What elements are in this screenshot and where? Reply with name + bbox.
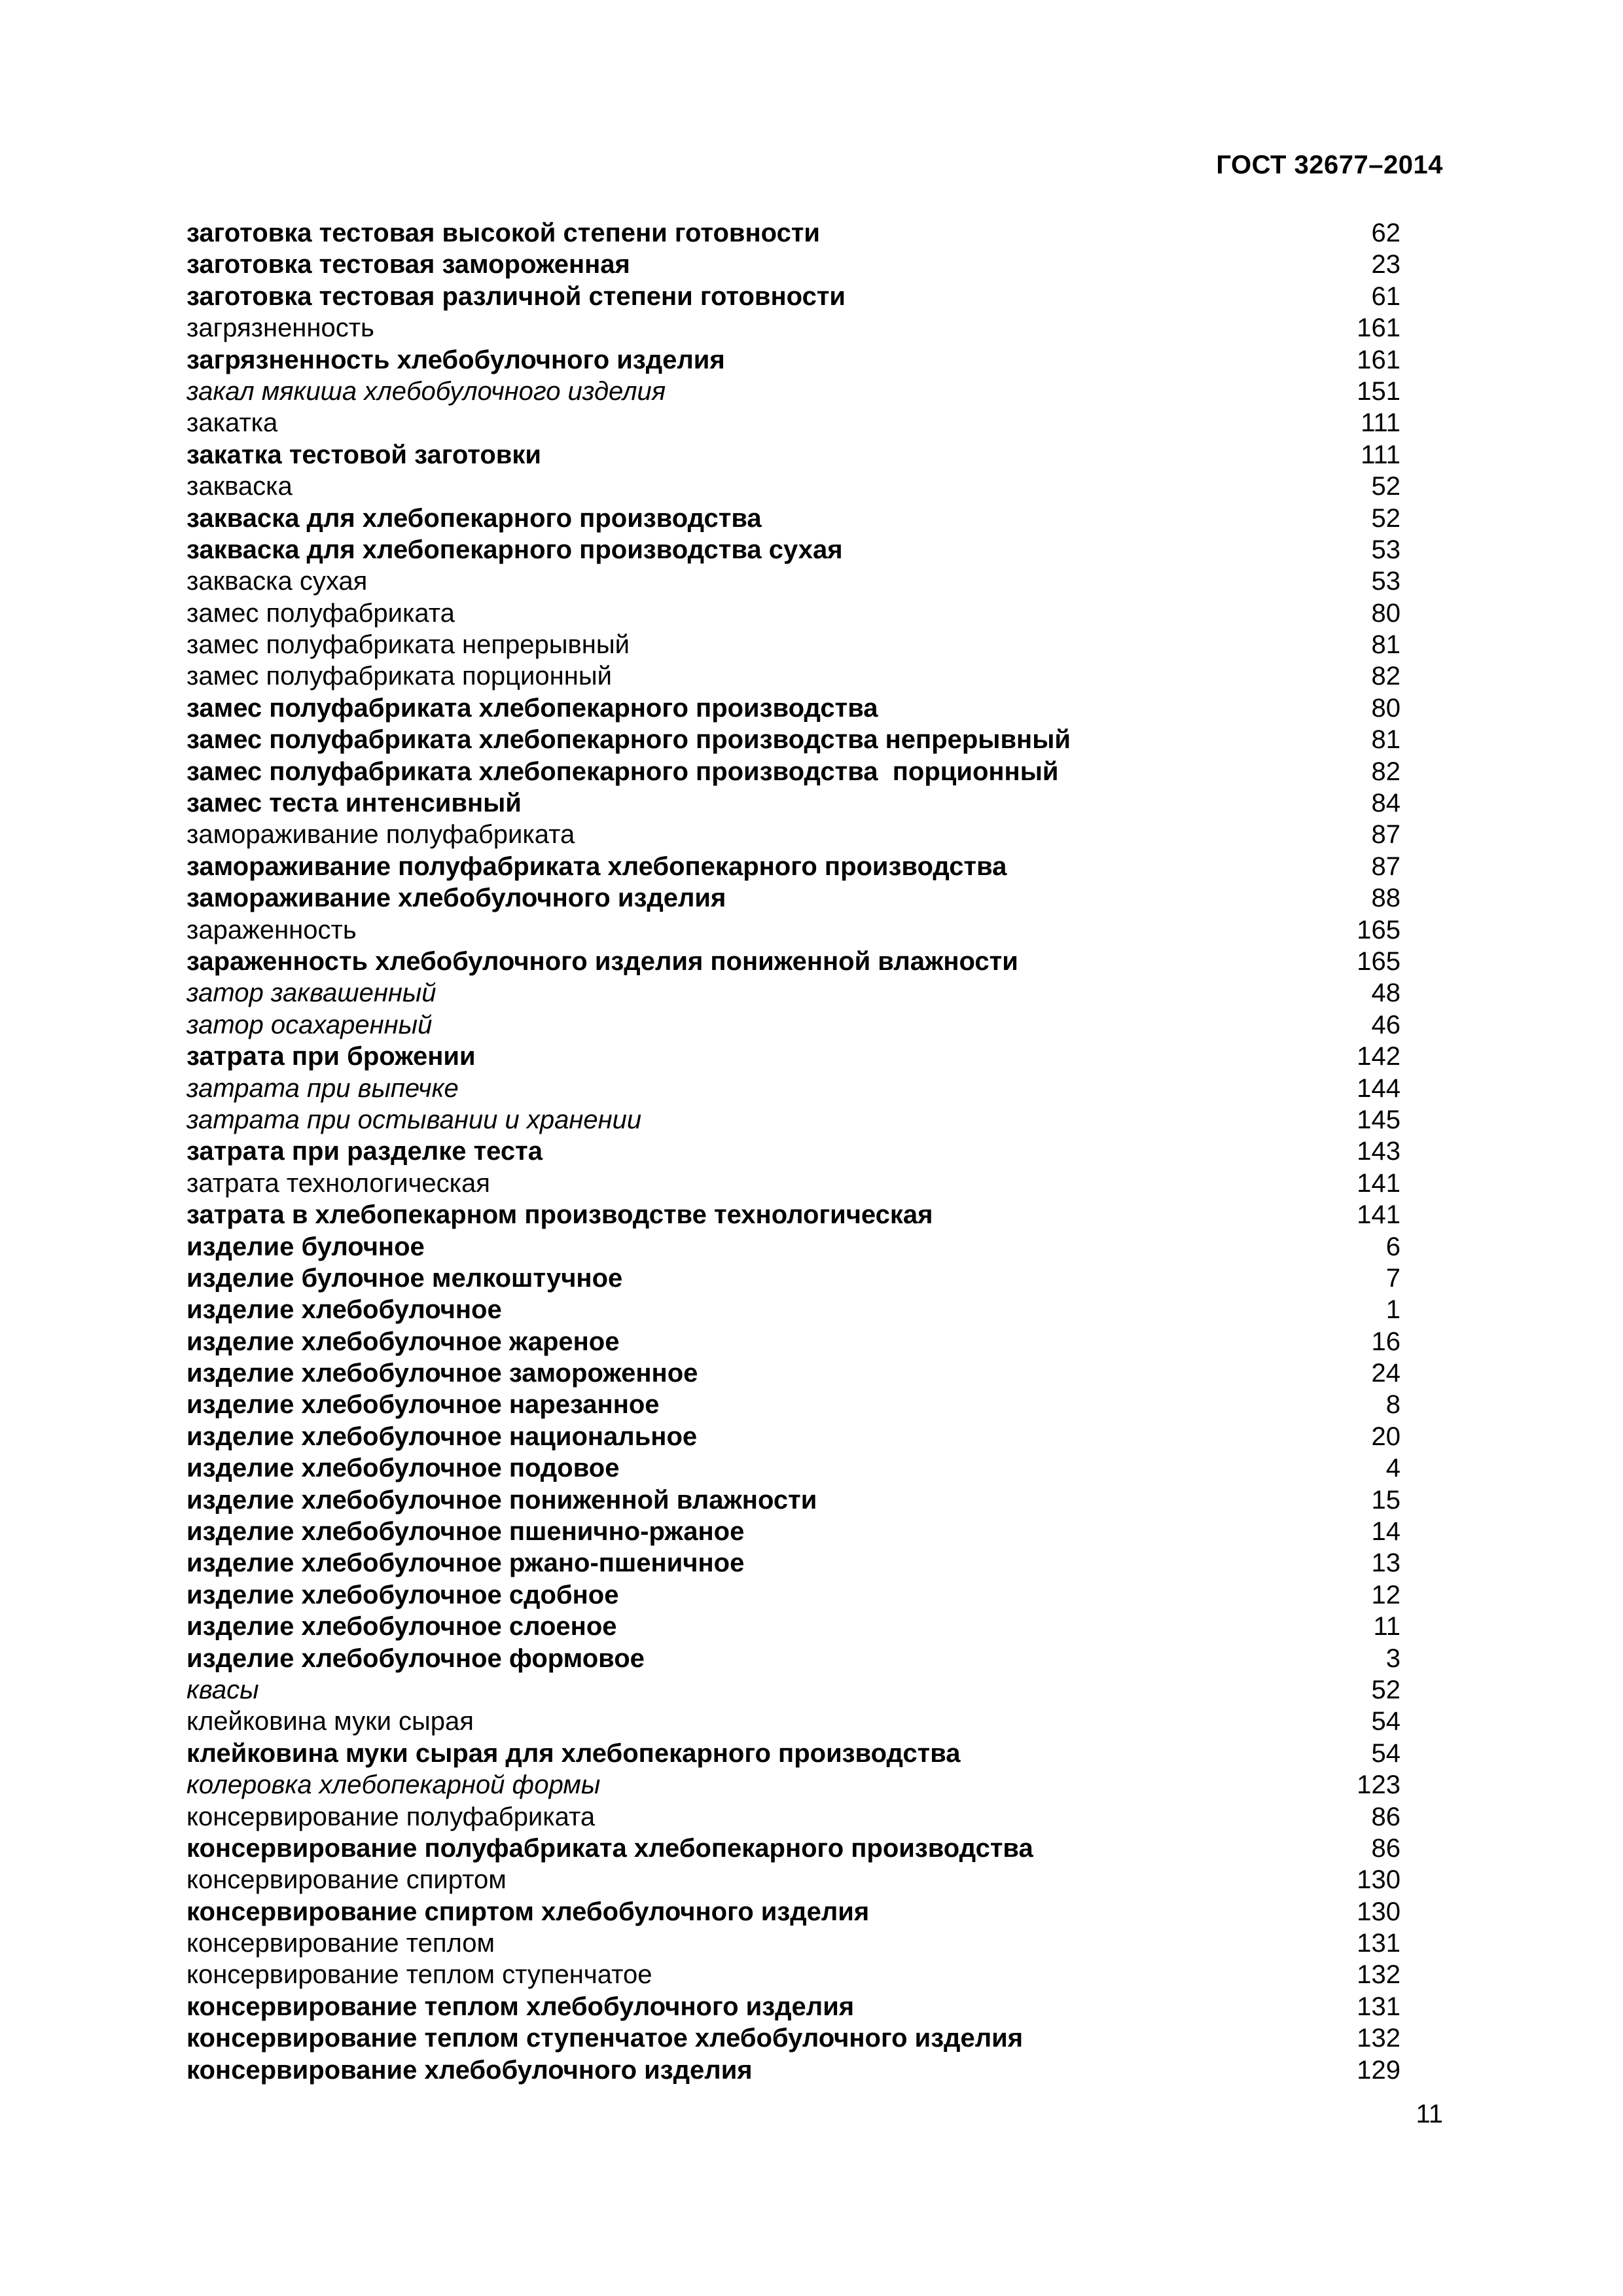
- index-term-number: 130: [1357, 1865, 1400, 1895]
- index-term-number: 80: [1371, 693, 1400, 723]
- index-term: клейковина муки сырая: [187, 1707, 474, 1736]
- index-entry: [187, 598, 1400, 629]
- index-term: изделие хлебобулочное нарезанное: [187, 1390, 660, 1420]
- index-term-number: 54: [1371, 1707, 1400, 1736]
- index-term: закал мякиша хлебобулочного изделия: [187, 376, 666, 406]
- index-term-number: 144: [1357, 1073, 1400, 1103]
- index-term-number: 3: [1385, 1643, 1400, 1673]
- index-term: загрязненность: [187, 314, 374, 343]
- index-term-number: 1: [1385, 1295, 1400, 1325]
- index-term: замес полуфабриката хлебопекарного производства порционный: [187, 757, 1059, 786]
- index-term: затрата при брожении: [187, 1042, 476, 1071]
- index-term-number: 46: [1371, 1010, 1400, 1039]
- index-term: затрата технологическая: [187, 1168, 490, 1198]
- index-term: изделие хлебобулочное формовое: [187, 1643, 645, 1673]
- index-term-number: 54: [1371, 1738, 1400, 1768]
- index-entry: [187, 1706, 1400, 1737]
- index-entry: [187, 249, 1400, 280]
- index-term: консервирование хлебобулочного изделия: [187, 2055, 753, 2085]
- index-term-number: 82: [1371, 757, 1400, 786]
- index-term-number: 87: [1371, 820, 1400, 850]
- index-term: заготовка тестовая замороженная: [187, 250, 630, 279]
- index-entry: [187, 1864, 1400, 1895]
- index-entry: [187, 2054, 1400, 2086]
- index-term: изделие хлебобулочное ржано-пшеничное: [187, 1549, 745, 1578]
- index-term-number: 161: [1357, 314, 1400, 343]
- index-term-number: 81: [1371, 725, 1400, 755]
- index-term: клейковина муки сырая для хлебопекарного производства: [187, 1738, 961, 1768]
- index-entry: [187, 1263, 1400, 1294]
- index-term-number: 4: [1385, 1454, 1400, 1483]
- index-term: изделие булочное мелкоштучное: [187, 1263, 623, 1293]
- index-entry: [187, 1959, 1400, 1990]
- index-entry: [187, 281, 1400, 312]
- index-entry: [187, 1231, 1400, 1263]
- index-entry: [187, 724, 1400, 755]
- index-term: изделие хлебобулочное сдобное: [187, 1580, 619, 1609]
- index-entry: [187, 1611, 1400, 1642]
- index-term-number: 151: [1357, 376, 1400, 406]
- index-term-number: 20: [1371, 1422, 1400, 1451]
- index-term-number: 53: [1371, 567, 1400, 596]
- index-entry: [187, 1896, 1400, 1928]
- index-term-number: 123: [1357, 1770, 1400, 1800]
- index-entry: [187, 756, 1400, 787]
- index-term: колеровка хлебопекарной формы: [187, 1770, 601, 1800]
- index-entry: [187, 1199, 1400, 1230]
- index-term-number: 142: [1357, 1042, 1400, 1071]
- document-header: ГОСТ 32677–2014: [1216, 151, 1443, 179]
- index-term: консервирование полуфабриката хлебопекарного производства: [187, 1833, 1033, 1863]
- index-term: закваска сухая: [187, 567, 368, 596]
- index-term: замораживание хлебобулочного изделия: [187, 884, 726, 913]
- index-term-number: 131: [1357, 1929, 1400, 1958]
- index-term: замес теста интенсивный: [187, 789, 522, 818]
- index-term-number: 8: [1385, 1390, 1400, 1420]
- index-term: изделие хлебобулочное пшенично-ржаное: [187, 1517, 745, 1547]
- index-entry: [187, 1073, 1400, 1104]
- index-term-number: 14: [1371, 1517, 1400, 1547]
- index-term: закваска для хлебопекарного производства сухая: [187, 535, 843, 564]
- index-term-number: 84: [1371, 789, 1400, 818]
- index-term-number: 62: [1371, 219, 1400, 247]
- index-entry: [187, 1738, 1400, 1769]
- index-entry: [187, 882, 1400, 914]
- index-term: затрата при выпечке: [187, 1073, 459, 1103]
- index-term-number: 12: [1371, 1580, 1400, 1609]
- index-term-number: 81: [1371, 630, 1400, 660]
- index-entry: [187, 2022, 1400, 2054]
- index-term: замес полуфабриката непрерывный: [187, 630, 630, 660]
- index-term-number: 165: [1357, 915, 1400, 944]
- index-term-number: 80: [1371, 598, 1400, 628]
- index-term-number: 88: [1371, 884, 1400, 913]
- index-entry: [187, 1547, 1400, 1579]
- page-number: 11: [1416, 2100, 1443, 2128]
- index-entry: [187, 534, 1400, 565]
- index-term: затор осахаренный: [187, 1010, 433, 1039]
- index-entry: [187, 439, 1400, 471]
- index-entry: [187, 1991, 1400, 2022]
- index-term-number: 52: [1371, 472, 1400, 501]
- index-term: закатка: [187, 408, 278, 438]
- index-term-number: 86: [1371, 1802, 1400, 1831]
- index-term: изделие хлебобулочное подовое: [187, 1454, 620, 1483]
- index-term: загрязненность хлебобулочного изделия: [187, 345, 725, 374]
- index-term-number: 87: [1371, 852, 1400, 881]
- index-entry: [187, 565, 1400, 597]
- index-entry: [187, 1294, 1400, 1325]
- index-entry: [187, 503, 1400, 534]
- index-term: изделие булочное: [187, 1232, 425, 1261]
- index-term: закваска для хлебопекарного производства: [187, 503, 762, 533]
- index-term: замес полуфабриката: [187, 598, 455, 628]
- index-term: зараженность: [187, 915, 357, 944]
- index-term-number: 161: [1357, 345, 1400, 374]
- index-entry: [187, 1452, 1400, 1484]
- index-term-number: 141: [1357, 1200, 1400, 1230]
- index-entry: [187, 1389, 1400, 1420]
- index-entry: [187, 217, 1400, 249]
- index-entry: [187, 1769, 1400, 1801]
- index-entry: [187, 1516, 1400, 1547]
- index-term-number: 143: [1357, 1137, 1400, 1166]
- index-entry: [187, 376, 1400, 407]
- index-term: заготовка тестовая различной степени готовности: [187, 281, 846, 311]
- index-entry: [187, 787, 1400, 819]
- index-term: замес полуфабриката хлебопекарного производства непрерывный: [187, 725, 1071, 755]
- index-term-number: 129: [1357, 2055, 1400, 2085]
- index-term: изделие хлебобулочное пониженной влажности: [187, 1485, 817, 1515]
- index-entry: [187, 1643, 1400, 1674]
- index-entry: [187, 946, 1400, 977]
- index-term: консервирование спиртом хлебобулочного изделия: [187, 1897, 870, 1926]
- index-entry: [187, 1579, 1400, 1611]
- index-term-number: 7: [1385, 1263, 1400, 1293]
- index-term-number: 111: [1361, 440, 1400, 469]
- index-term-number: 130: [1357, 1897, 1400, 1926]
- index-term: затрата при остывании и хранении: [187, 1105, 642, 1134]
- index-term-number: 145: [1357, 1105, 1400, 1134]
- index-term-number: 61: [1371, 281, 1400, 311]
- index-term-number: 23: [1371, 250, 1400, 279]
- index-entry: [187, 1833, 1400, 1864]
- index-entry: [187, 1041, 1400, 1072]
- index-term-number: 48: [1371, 978, 1400, 1008]
- index-entry: [187, 1928, 1400, 1959]
- index-term-number: 15: [1371, 1485, 1400, 1515]
- index-term: консервирование теплом ступенчатое: [187, 1960, 652, 1990]
- index-term-number: 53: [1371, 535, 1400, 564]
- index-entry: [187, 1168, 1400, 1199]
- index-term-number: 24: [1371, 1359, 1400, 1388]
- index-entry: [187, 1801, 1400, 1833]
- index-term: затрата при разделке теста: [187, 1137, 543, 1166]
- index-entry: [187, 1421, 1400, 1452]
- index-term: замес полуфабриката порционный: [187, 662, 612, 691]
- index-term: изделие хлебобулочное национальное: [187, 1422, 698, 1451]
- index-entry: [187, 851, 1400, 882]
- index-term: замораживание полуфабриката: [187, 820, 575, 850]
- index-term: замораживание полуфабриката хлебопекарного производства: [187, 852, 1007, 881]
- index-term: квасы: [187, 1675, 259, 1704]
- index-term-number: 141: [1357, 1168, 1400, 1198]
- index-term-number: 86: [1371, 1833, 1400, 1863]
- index-entry: [187, 344, 1400, 376]
- index-term-number: 52: [1371, 1675, 1400, 1704]
- index-term: изделие хлебобулочное жареное: [187, 1327, 620, 1356]
- index-term: консервирование полуфабриката: [187, 1802, 596, 1831]
- index-entry: [187, 1484, 1400, 1516]
- index-entry: [187, 819, 1400, 850]
- index-term-number: 111: [1361, 408, 1400, 438]
- index-entry: [187, 1326, 1400, 1357]
- index-term-number: 52: [1371, 503, 1400, 533]
- index-term: изделие хлебобулочное замороженное: [187, 1359, 698, 1388]
- index-term-number: 132: [1357, 1960, 1400, 1990]
- index-entry: [187, 1357, 1400, 1389]
- index-term: затор заквашенный: [187, 978, 437, 1008]
- index-term: консервирование теплом хлебобулочного изделия: [187, 1992, 855, 2021]
- index-term: замес полуфабриката хлебопекарного производства: [187, 693, 878, 723]
- index-entry: [187, 1104, 1400, 1136]
- index-entry: [187, 471, 1400, 502]
- index-term: заготовка тестовая высокой степени готовности: [187, 219, 821, 247]
- index-term: закатка тестовой заготовки: [187, 440, 541, 469]
- index-entry: [187, 1009, 1400, 1041]
- index-term: изделие хлебобулочное: [187, 1295, 502, 1325]
- index-term: зараженность хлебобулочного изделия пониженной влажности: [187, 946, 1018, 976]
- index-term-number: 165: [1357, 946, 1400, 976]
- index-term: консервирование теплом: [187, 1929, 495, 1958]
- index-entry: [187, 1674, 1400, 1706]
- index-entry: [187, 660, 1400, 692]
- index-entry: [187, 914, 1400, 946]
- index-entry: [187, 629, 1400, 660]
- index-term-number: 13: [1371, 1549, 1400, 1578]
- index-term-number: 6: [1385, 1232, 1400, 1261]
- index-term: консервирование спиртом: [187, 1865, 507, 1895]
- index-term-number: 11: [1373, 1612, 1400, 1641]
- index-term-number: 82: [1371, 662, 1400, 691]
- index-entry: [187, 692, 1400, 724]
- index-term: консервирование теплом ступенчатое хлебобулочного изделия: [187, 2024, 1024, 2053]
- alphabetical-index: [187, 217, 1400, 2086]
- index-term-number: 132: [1357, 2024, 1400, 2053]
- index-entry: [187, 977, 1400, 1009]
- index-term-number: 131: [1357, 1992, 1400, 2021]
- index-term-number: 16: [1371, 1327, 1400, 1356]
- index-term: затрата в хлебопекарном производстве технологическая: [187, 1200, 933, 1230]
- index-entry: [187, 312, 1400, 344]
- index-term: закваска: [187, 472, 293, 501]
- index-term: изделие хлебобулочное слоеное: [187, 1612, 617, 1641]
- index-entry: [187, 1136, 1400, 1167]
- index-entry: [187, 407, 1400, 439]
